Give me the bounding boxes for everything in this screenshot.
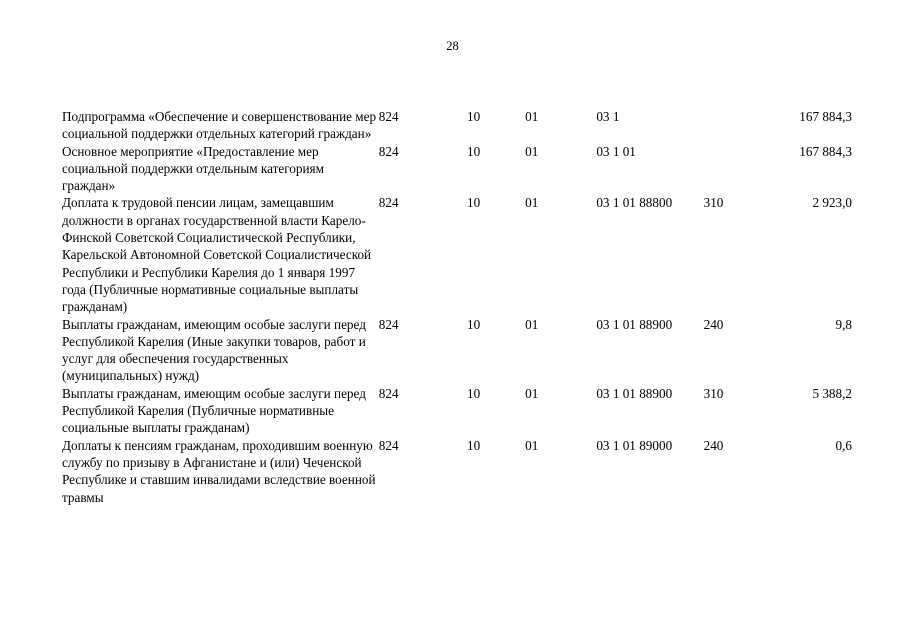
row-amount: 167 884,3 — [799, 143, 852, 159]
row-target-article: 03 1 — [596, 109, 620, 124]
row-section: 10 — [467, 437, 481, 453]
row-amount: 167 884,3 — [799, 109, 852, 124]
row-name: Доплата к трудовой пенсии лицам, замещавшим должности в органах государственной власти Карело-Финской Советской Социалистической Республики, Карельской Автономной Советской Социалистической Республики и Республики Карелия до 1 января 1997 года (Публичные нормативные социальные выплаты гражданам) — [62, 195, 372, 315]
row-section: 10 — [467, 195, 481, 211]
row-name: Доплаты к пенсиям гражданам, проходившим военную службу по призыву в Афганистане и (или) Чеченской Республике и ставшим инвалидами вследствие военной травмы — [62, 437, 376, 505]
row-amount: 5 388,2 — [812, 385, 852, 401]
table-row — [62, 316, 852, 385]
table-row — [62, 143, 852, 195]
row-section: 10 — [467, 109, 481, 124]
row-target-article: 03 1 01 88800 — [596, 195, 673, 211]
budget-table-body — [62, 108, 852, 506]
row-amount: 9,8 — [835, 316, 852, 332]
row-amount: 2 923,0 — [812, 195, 852, 211]
row-name: Выплаты гражданам, имеющим особые заслуги перед Республикой Карелия (Иные закупки товаров, работ и услуг для обеспечения государственных (муниципальных) нужд) — [62, 316, 366, 384]
row-subsection: 01 — [525, 143, 539, 159]
row-grbs: 824 — [378, 385, 399, 401]
row-grbs: 824 — [378, 195, 399, 211]
row-subsection: 01 — [525, 437, 539, 453]
row-target-article: 03 1 01 88900 — [596, 385, 673, 401]
row-section: 10 — [467, 316, 481, 332]
row-subsection: 01 — [525, 316, 539, 332]
row-subsection: 01 — [525, 195, 539, 211]
row-expense-type — [704, 108, 744, 143]
row-section: 10 — [467, 143, 481, 159]
row-target-article: 03 1 01 89000 — [596, 437, 673, 453]
row-expense-type: 310 — [703, 195, 724, 211]
row-expense-type: 240 — [703, 316, 724, 332]
row-grbs: 824 — [378, 437, 399, 453]
row-grbs: 824 — [378, 109, 399, 124]
table-row — [62, 108, 852, 143]
row-amount: 0,6 — [835, 437, 852, 453]
table-row — [62, 194, 852, 315]
row-grbs: 824 — [378, 143, 399, 159]
page-number: 28 — [446, 39, 459, 53]
row-subsection: 01 — [525, 385, 539, 401]
row-expense-type: 240 — [703, 437, 724, 453]
row-section: 10 — [467, 385, 481, 401]
row-grbs: 824 — [378, 316, 399, 332]
row-target-article: 03 1 01 — [596, 143, 636, 159]
table-row — [62, 385, 852, 437]
row-expense-type — [704, 143, 744, 195]
row-subsection: 01 — [525, 109, 539, 124]
table-row — [62, 437, 852, 506]
row-name: Основное мероприятие «Предоставление мер социальной поддержки отдельным категориям граждан» — [62, 143, 324, 194]
row-name: Выплаты гражданам, имеющим особые заслуги перед Республикой Карелия (Публичные нормативные социальные выплаты гражданам) — [62, 385, 366, 436]
row-expense-type: 310 — [703, 385, 724, 401]
row-name: Подпрограмма «Обеспечение и совершенствование мер социальной поддержки отдельных категорий граждан» — [62, 109, 377, 142]
budget-table — [62, 108, 852, 506]
row-target-article: 03 1 01 88900 — [596, 316, 673, 332]
